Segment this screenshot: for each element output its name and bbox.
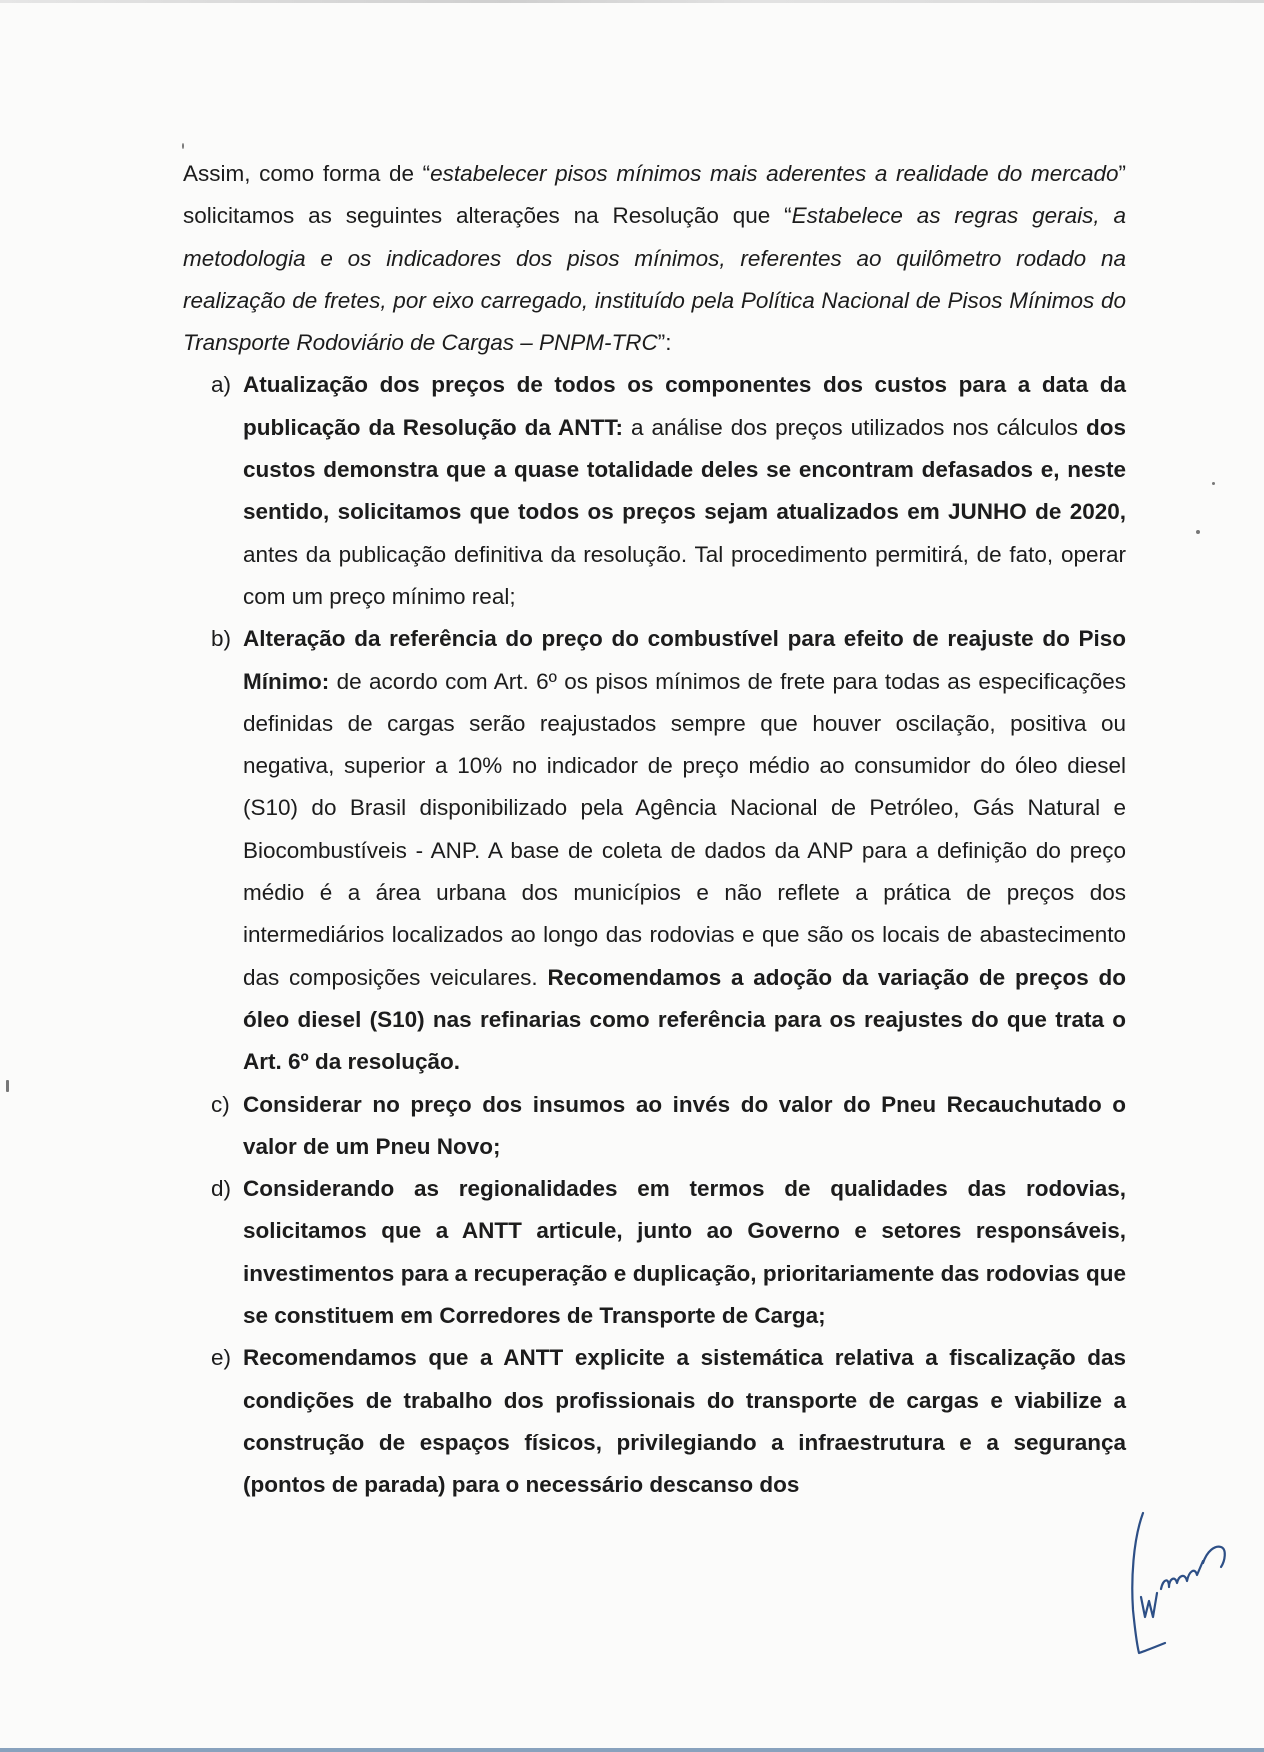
list-marker-a: a) (211, 372, 232, 398)
intro-text-3: ”: (657, 330, 672, 356)
intro-quote-2: Estabelece as regras gerais, a metodologia e os indicadores dos pisos mínimos, referentes ao quilômetro rodado na realização de fretes, por eixo carregado, instituído pela Política Nacional de Pisos Mínimos do Transporte Rodoviário de Cargas – PNPM-TRC (183, 203, 1126, 356)
signature-left-arc (1132, 1513, 1165, 1653)
document-body (183, 153, 1126, 1507)
item-b-bold-2: Recomendamos a adoção da variação de preços do óleo diesel (S10) nas refinarias como referência para os reajustes do que trata o Art. 6º da resolução. (243, 964, 1126, 1075)
list-item-d (183, 1168, 1126, 1337)
scan-speck (6, 1080, 9, 1092)
item-a-text-2: antes da publicação definitiva da resolução. Tal procedimento permitirá, de fato, operar com um preço mínimo real; (243, 541, 1126, 609)
list-item-b (183, 618, 1126, 1083)
item-a-text-1: a análise dos preços utilizados nos cálculos (622, 414, 1086, 440)
item-b-text-1: de acordo com Art. 6º os pisos mínimos de frete para todas as especificações definidas de cargas serão reajustados sempre que houver oscilação, positiva ou negativa, superior a 10% no indicador de preço médio ao consumidor do óleo diesel (S10) do Brasil disponibilizado pela Agência Nacional de Petróleo, Gás Natural e Biocombustíveis - ANP. A base de coleta de dados da ANP para a definição do preço médio é a área urbana dos municípios e não reflete a prática de preços dos intermediários localizados ao longo das rodovias e que são os locais de abastecimento das composições veiculares. (243, 668, 1126, 990)
request-list (183, 364, 1126, 1506)
list-item-a (183, 364, 1126, 618)
scan-speck (1196, 530, 1200, 534)
item-a-bold-2: dos custos demonstra que a quase totalidade deles se encontram defasados e, neste sentido, solicitamos que todos os preços sejam atualizados em JUNHO de 2020, (243, 414, 1126, 525)
list-marker-b: b) (211, 626, 232, 652)
item-a-bold-1: Atualização dos preços de todos os componentes dos custos para a data da publicação da Resolução da ANTT: (243, 372, 1126, 440)
list-marker-d: d) (211, 1176, 232, 1202)
signature-flourish (1203, 1547, 1225, 1567)
item-e-bold-1: Recomendamos que a ANTT explicite a sistemática relativa a fiscalização das condições de trabalho dos profissionais do transporte de cargas e viabilize a construção de espaços físicos, privilegiando a infraestrutura e a segurança (pontos de parada) para o necessário descanso dos (243, 1345, 1126, 1498)
intro-text-1: Assim, como forma de “ (183, 161, 431, 186)
scan-speck (1212, 482, 1215, 485)
item-c-bold-1: Considerar no preço dos insumos ao invés do valor do Pneu Recauchutado o valor de um Pneu Novo; (243, 1091, 1126, 1159)
item-d-bold-1: Considerando as regionalidades em termos de qualidades das rodovias, solicitamos que a ANTT articule, junto ao Governo e setores responsáveis, investimentos para a recuperação e duplicação, prioritariamente das rodovias que se constituem em Corredores de Transporte de Carga; (243, 1176, 1126, 1329)
signature-initials (1141, 1561, 1203, 1617)
intro-paragraph (183, 153, 1126, 364)
handwritten-initials-signature-icon (1125, 1505, 1245, 1655)
scan-edge-top (0, 0, 1264, 3)
scan-speck (182, 143, 184, 149)
intro-text-2: ” solicitamos as seguintes alterações na Resolução que “ (183, 161, 1126, 229)
list-item-c (183, 1084, 1126, 1169)
list-item-e (183, 1337, 1126, 1506)
list-marker-e: e) (211, 1345, 232, 1371)
intro-quote-1: estabelecer pisos mínimos mais aderentes a realidade do mercado (430, 161, 1119, 186)
list-marker-c: c) (211, 1091, 230, 1117)
scan-edge-bottom (0, 1748, 1264, 1752)
item-b-bold-1: Alteração da referência do preço do combustível para efeito de reajuste do Piso Mínimo: (243, 626, 1126, 694)
